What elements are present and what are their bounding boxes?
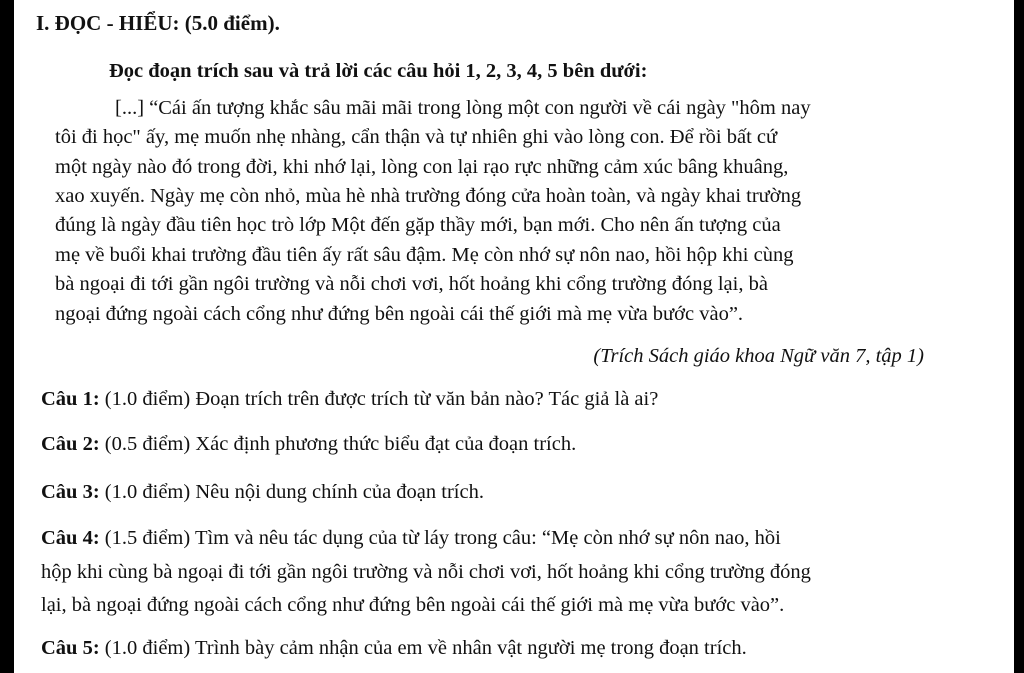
passage-line: ngoại đứng ngoài cách cổng như đứng bên ngoài cái thế giới mà mẹ vừa bước vào”.: [55, 303, 744, 325]
passage-line: xao xuyến. Ngày mẹ còn nhỏ, mùa hè nhà trường đóng cửa hoàn toàn, và ngày khai trường: [55, 185, 802, 207]
question-score: (1.0 điểm): [104, 481, 191, 503]
document-page: [14, 0, 1014, 673]
question-score: (0.5 điểm): [104, 433, 191, 455]
question-label: Câu 1:: [41, 388, 100, 410]
question-text: Tìm và nêu tác dụng của từ láy trong câu: “Mẹ còn nhớ sự nôn nao, hồi: [194, 527, 781, 549]
question-5: [41, 635, 747, 661]
passage-line: mẹ về buổi khai trường đầu tiên ấy rất sâu đậm. Mẹ còn nhớ sự nôn nao, hồi hộp khi cùng: [55, 244, 794, 266]
question-label: Câu 2:: [41, 433, 100, 455]
question-label: Câu 5:: [41, 637, 100, 659]
section-heading: I. ĐỌC - HIỂU: (5.0 điểm).: [36, 11, 280, 35]
citation: (Trích Sách giáo khoa Ngữ văn 7, tập 1): [593, 345, 924, 367]
question-score: (1.5 điểm): [104, 527, 191, 549]
question-4: [41, 525, 781, 551]
question-score: (1.0 điểm): [104, 388, 191, 410]
passage-line: một ngày nào đó trong đời, khi nhớ lại, lòng con lại rạo rực những cảm xúc bâng khuâng,: [55, 156, 789, 178]
passage-line: đúng là ngày đầu tiên học trò lớp Một đến gặp thầy mới, bạn mới. Cho nên ấn tượng của: [55, 214, 781, 236]
question-2: [41, 431, 576, 457]
passage-line: [...] “Cái ấn tượng khắc sâu mãi mãi trong lòng một con người về cái ngày "hôm nay: [115, 97, 811, 119]
question-score: (1.0 điểm): [104, 637, 191, 659]
question-text: Đoạn trích trên được trích từ văn bản nào? Tác giả là ai?: [195, 388, 659, 410]
question-1: [41, 386, 658, 412]
passage-line: bà ngoại đi tới gần ngôi trường và nỗi chơi vơi, hốt hoảng khi cổng trường đóng lại, bà: [55, 273, 768, 295]
question-label: Câu 4:: [41, 527, 100, 549]
question-4-continuation: lại, bà ngoại đứng ngoài cách cổng như đứng bên ngoài cái thế giới mà mẹ vừa bước vào”.: [41, 594, 785, 616]
passage-line: tôi đi học" ấy, mẹ muốn nhẹ nhàng, cẩn thận và tự nhiên ghi vào lòng con. Để rồi bất cứ: [55, 126, 778, 148]
question-label: Câu 3:: [41, 481, 100, 503]
question-text: Nêu nội dung chính của đoạn trích.: [195, 481, 484, 503]
question-4-continuation: hộp khi cùng bà ngoại đi tới gần ngôi trường và nỗi chơi vơi, hốt hoảng khi cổng trường đóng: [41, 561, 811, 583]
question-text: Trình bày cảm nhận của em về nhân vật người mẹ trong đoạn trích.: [194, 637, 747, 659]
question-3: [41, 479, 484, 505]
question-text: Xác định phương thức biểu đạt của đoạn trích.: [195, 433, 577, 455]
instruction-text: Đọc đoạn trích sau và trả lời các câu hỏi 1, 2, 3, 4, 5 bên dưới:: [109, 60, 648, 82]
